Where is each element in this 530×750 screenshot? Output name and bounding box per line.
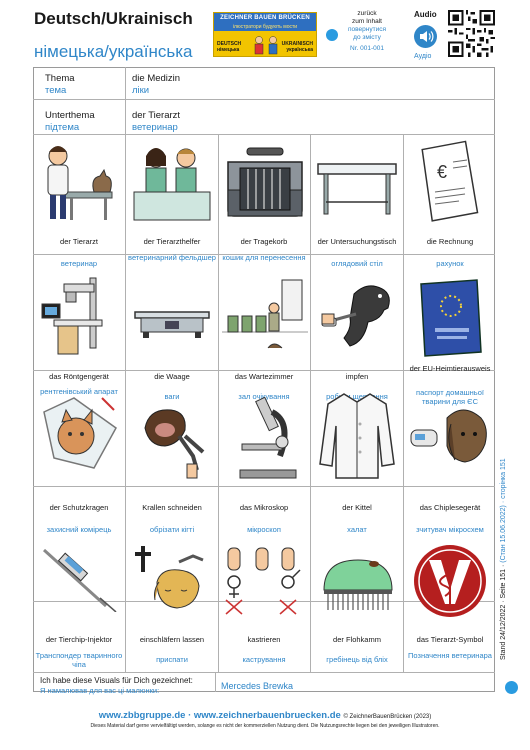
neutering-icon [222, 544, 308, 620]
protective-collar-icon [36, 392, 122, 480]
word-de: der EU-Heimtierausweis [409, 365, 491, 373]
word-uk: паспорт домашньої тварини для ЄС [416, 389, 484, 406]
word-de: die Waage [154, 373, 190, 381]
word-de: Krallen schneiden [142, 504, 202, 512]
page-title: Deutsch/Ukrainisch [34, 9, 193, 28]
word-de: die Rechnung [426, 238, 474, 246]
logo-lang-right: UKRAINISCH українська [281, 41, 313, 53]
word-uk: мікроскоп [247, 526, 281, 534]
topic-label: Thema тема [45, 73, 75, 96]
word-uk: рентгенівський апарат [40, 388, 118, 396]
word-uk: Позначення ветеринара [408, 652, 492, 660]
page-title-translation: німецька/українська [34, 42, 193, 61]
logo-line-1: ZEICHNER BAUEN BRÜCKEN [214, 13, 316, 24]
word-uk: кошик для перенесення [222, 254, 306, 262]
word-uk: зчитувач мікросхем [416, 526, 484, 534]
word-de: der Flohkamm [333, 636, 381, 644]
illustrator-label: Ich habe diese Visuals für Dich gezeichnet: [40, 676, 193, 685]
word-de: der Untersuchungstisch [317, 238, 397, 246]
chip-injector-icon [36, 542, 122, 612]
vaccination-icon [314, 274, 400, 360]
zbb-logo[interactable] [213, 12, 317, 57]
website-links[interactable]: www.zbbgruppe.de · www.zeichnerbauenbruecken.de [98, 710, 341, 721]
page-marker-dot-icon [505, 681, 518, 694]
illustrator-name: Mercedes Brewka [221, 681, 294, 691]
subtopic-value: der Tierarzt ветеринар [132, 110, 181, 133]
audio-label-translation: Аудіо [414, 53, 432, 60]
word-uk: халат [347, 526, 367, 534]
euthanasia-icon [129, 542, 215, 620]
page-number-code: Nr. 001-001 [350, 45, 384, 52]
logo-figures-icon [252, 35, 280, 55]
divider [33, 134, 495, 135]
word-de: das Tierarzt-Symbol [416, 636, 484, 644]
word-de: der Kittel [342, 504, 372, 512]
word-de: der Tierchip-Injektor [45, 636, 113, 644]
audio-label: Audio [414, 10, 437, 19]
xray-machine-icon [36, 274, 122, 360]
waiting-room-icon [222, 276, 308, 362]
word-de: der Schutzkragen [49, 504, 109, 512]
word-uk: захисний комірець [46, 526, 112, 534]
back-to-contents-link[interactable]: zurück zum Inhalt повернутися до змісту Nr. 001-001 [340, 10, 394, 53]
word-uk: рахунок [436, 260, 464, 268]
vet-with-cat-icon [36, 138, 122, 222]
copyright-notice: © ZeichnerBauenBrücken (2023) [343, 714, 432, 720]
word-de: das Mikroskop [239, 504, 289, 512]
divider [218, 134, 219, 672]
claw-trimming-icon [129, 392, 215, 482]
page-stamp: Stand 24/12/2022 · Seite 151 · (Стан 15.06.2022) · сторінка 151 [500, 458, 507, 660]
divider [310, 134, 311, 672]
word-de: der Tierarzthelfer [143, 238, 201, 246]
word-de: der Tragekorb [240, 238, 288, 246]
flea-comb-icon [314, 550, 400, 620]
word-uk: ветеринар [60, 260, 98, 268]
pet-passport-icon [407, 274, 493, 360]
word-de: das Wartezimmer [234, 373, 294, 381]
speaker-icon [414, 25, 437, 48]
word-de: einschläfern lassen [139, 636, 205, 644]
word-uk: зал очікування [238, 393, 290, 401]
word-uk: Транспондер тваринного чіпа [35, 652, 123, 669]
word-uk: гребінець від бліх [326, 656, 388, 664]
word-uk: робити щеплення [326, 393, 388, 401]
scale-icon [129, 290, 215, 360]
divider [33, 486, 495, 487]
chip-reader-icon [407, 394, 493, 480]
word-uk: обрізати кігті [149, 526, 195, 534]
divider [33, 672, 495, 673]
word-uk: ветеринарний фельдшер [128, 254, 216, 262]
word-de: kastrieren [247, 636, 281, 644]
word-de: das Chiplesegerät [419, 504, 481, 512]
invoice-icon [407, 140, 493, 224]
word-de: der Tierarzt [60, 238, 98, 246]
illustrator-label-translation: Я намалював для вас ці малюнки: [40, 686, 160, 695]
back-link-dot-icon[interactable] [326, 29, 338, 41]
word-uk: ваги [164, 393, 180, 401]
word-uk: кастрування [242, 656, 286, 664]
pet-carrier-icon [222, 142, 308, 222]
word-de: das Röntgengerät [49, 373, 109, 381]
footer-links [0, 710, 530, 721]
vet-symbol-icon [407, 542, 493, 620]
vet-assistant-icon [129, 138, 215, 222]
word-uk: приспати [156, 656, 188, 664]
logo-line-2: ілюстратори будують мости [214, 24, 316, 31]
divider [215, 672, 216, 692]
usage-notice: Dieses Material darf gerne vervielfältigt werden, solange es nicht der kommerziellen Nutzung dient. Die Nutzungsrechte liegen bei den jeweiligen Illustratoren. [90, 723, 440, 729]
microscope-icon [222, 392, 308, 482]
logo-lang-left: DEUTSCH німецька [217, 41, 242, 53]
svg-text:€: € [437, 162, 448, 182]
qr-code-icon[interactable] [448, 10, 495, 57]
word-de: impfen [345, 373, 369, 381]
divider [125, 134, 126, 672]
audio-button[interactable] [414, 25, 437, 48]
topic-value: die Medizin ліки [132, 73, 181, 96]
exam-table-icon [314, 150, 400, 220]
lab-coat-icon [314, 388, 400, 482]
divider [33, 99, 495, 100]
word-uk: оглядовий стіл [331, 260, 383, 268]
subtopic-label: Unterthema підтема [45, 110, 95, 133]
